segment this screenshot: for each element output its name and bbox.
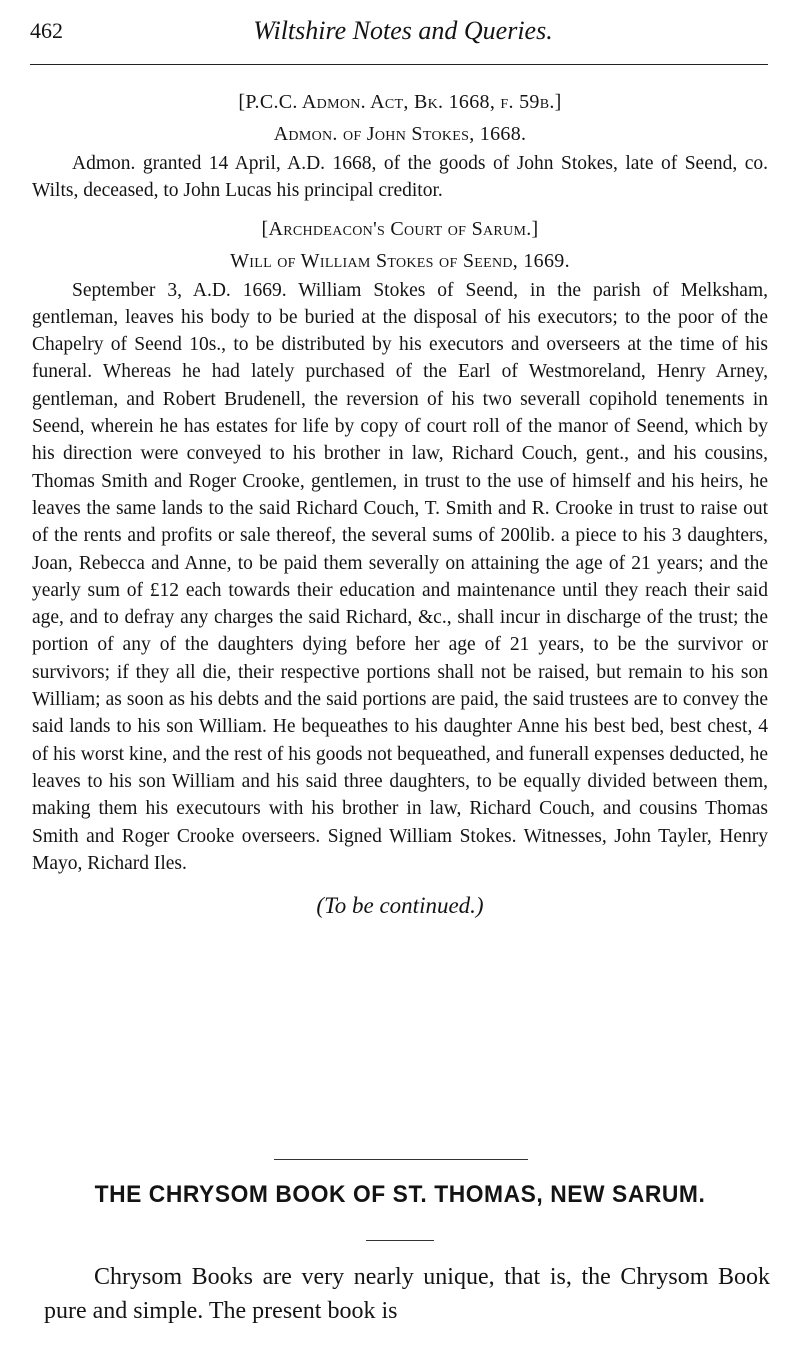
journal-title: Wiltshire Notes and Queries.: [253, 16, 553, 45]
chrysom-heading: THE CHRYSOM BOOK OF ST. THOMAS, NEW SARUM.: [94, 1181, 706, 1208]
will-title: Will of William Stokes of Seend, 1669.: [230, 249, 570, 272]
heading-rule: [366, 1240, 434, 1241]
will-paragraph: September 3, A.D. 1669. William Stokes of Seend, in the parish of Melksham, gentleman, leaves his body to be buried at the disposal of his executors; to the poor of the Chapelry of Seend 10s., to be distributed by his executors and overseers at the time of his funeral. Whereas he had lately purchased of the Earl of Westmoreland, Henry Arney, gentleman, and Robert Brudenell, the reversion of his two severall copihold tenements in Seend, wherein he has estates for life by copy of court roll of the manor of Seend, which by his direction were conveyed to his brother in law, Richard Couch, gent., and his cousins, Thomas Smith and Roger Crooke, gentlemen, in trust to the use of himself and his heirs, he leaves the same lands to the said Richard Couch, T. Smith and R. Crooke in trust to raise out of the rents and profits or sale thereof, the several sums of 200lib. a piece to his 3 daughters, Joan, Rebecca and Anne, to be paid them severally on attaining the age of 21 years; and the yearly sum of £12 each towards their education and maintenance until they reach their said age, and to defray any charges the said Richard, &c., shall incur in discharge of the trust; the portion of any of the daughters dying before her age of 21 years, to be the survivor or survivors; if they all die, their respective portions shall not be raised, but remain to his son William; as soon as his debts and the said portions are paid, the said trustees are to convey the said lands to his son William. He bequeathes to his daughter Anne his best bed, best chest, 4 of his worst kine, and the rest of his goods not bequeathed, and funerall expenses deducted, he leaves to his son William and his said three daughters, to be equally divided between them, making them his executours with his brother in law, Richard Couch, and cousins Thomas Smith and Roger Crooke overseers. Signed William Stokes. Witnesses, John Tayler, Henry Mayo, Richard Iles.: [32, 279, 768, 874]
section-divider: [274, 1159, 528, 1160]
article-body: [32, 84, 768, 921]
page-number: 462: [30, 18, 63, 43]
court-reference: [Archdeacon's Court of Sarum.]: [261, 217, 539, 240]
chrysom-paragraph: Chrysom Books are very nearly unique, that is, the Chrysom Book pure and simple. The present book is: [44, 1264, 770, 1324]
admon-title: Admon. of John Stokes, 1668.: [273, 123, 527, 145]
admon-paragraph: Admon. granted 14 April, A.D. 1668, of the goods of John Stokes, late of Seend, co. Wilts, deceased, to John Lucas his principal creditor.: [32, 153, 768, 202]
to-be-continued: (To be continued.): [316, 893, 484, 919]
running-head: [30, 12, 770, 50]
header-rule: [30, 64, 768, 65]
admon-reference: [P.C.C. Admon. Act, Bk. 1668, f. 59b.]: [238, 91, 562, 113]
